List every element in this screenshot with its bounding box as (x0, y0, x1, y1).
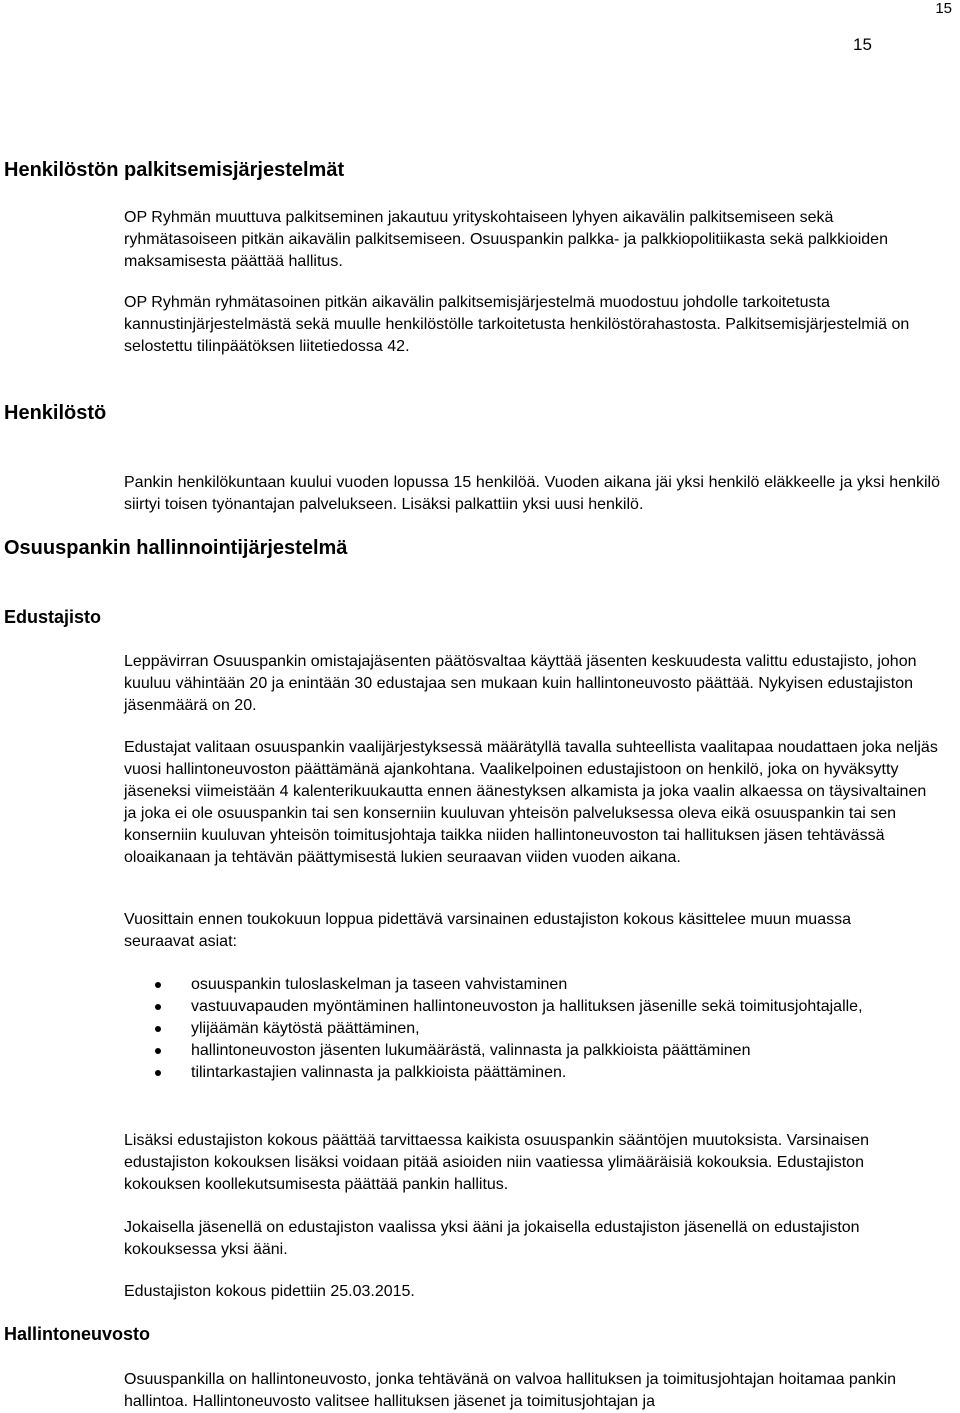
heading-supervisory-board: Hallintoneuvosto (4, 1324, 151, 1344)
list-item: ylijäämän käytöstä päättäminen, (124, 1018, 924, 1040)
delegates-paragraph-5: Jokaisella jäsenellä on edustajiston vaalissa yksi ääni ja jokaisella edustajiston jäsenellä on edustajiston kokouksessa yksi ääni. (124, 1219, 860, 1258)
delegates-paragraph-1: Leppävirran Osuuspankin omistajajäsenten päätösvaltaa käyttää jäsenten keskuudesta valittu edustajisto, johon kuuluu vähintään 20 ja enintään 30 edustajaa sen mukaan kuin hallintoneuvosto päättää. Nykyisen edustajiston jäsenmäärä on 20. (124, 653, 917, 714)
page-number: 15 (853, 35, 872, 54)
page-number-top: 15 (935, 0, 952, 17)
list-item: vastuuvapauden myöntäminen hallintoneuvoston ja hallituksen jäsenille sekä toimitusjohtajalle, (124, 996, 924, 1018)
delegates-meeting-date: Edustajiston kokous pidettiin 25.03.2015. (124, 1283, 415, 1300)
agenda-list (124, 974, 924, 1084)
list-item: tilintarkastajien valinnasta ja palkkioista päättäminen. (124, 1062, 924, 1084)
heading-reward-systems: Henkilöstön palkitsemisjärjestelmät (4, 159, 345, 181)
list-item: hallintoneuvoston jäsenten lukumäärästä, valinnasta ja palkkioista päättäminen (124, 1040, 924, 1062)
delegates-paragraph-4: Lisäksi edustajiston kokous päättää tarvittaessa kaikista osuuspankin sääntöjen muutoksista. Varsinaisen edustajiston kokouksen lisäksi voidaan pitää asioiden niin vaatiessa ylimääräisiä kokouksia. Edustajiston kokouksen koollekutsumisesta päättää pankin hallitus. (124, 1132, 870, 1193)
rewards-paragraph-1: OP Ryhmän muuttuva palkitseminen jakautuu yrityskohtaiseen lyhyen aikavälin palkitsemiseen sekä ryhmätasoiseen pitkän aikavälin palkitsemiseen. Osuuspankin palkka- ja palkkiopolitiikasta sekä palkkioiden maksamisesta päättää hallitus. (124, 209, 888, 270)
delegates-paragraph-3: Vuosittain ennen toukokuun loppua pidettävä varsinainen edustajiston kokous käsittelee muun muassa seuraavat asiat: (124, 911, 851, 950)
delegates-paragraph-2: Edustajat valitaan osuuspankin vaalijärjestyksessä määrätyllä tavalla suhteellista vaalitapaa noudattaen joka neljäs vuosi hallintoneuvoston päättämänä ajankohtana. Vaalikelpoinen edustajistoon on henkilö, joka on hyväksytty jäseneksi viimeistään 4 kalenterikuukautta ennen äänestyksen alkamista ja joka vaalin alkaessa on täysivaltainen ja joka ei ole osuuspankin tai sen konserniin kuuluvan yhteisön palveluksessa oleva eikä osuuspankin tai sen konserniin kuuluvan yhteisön toimitusjohtaja taikka niiden hallintoneuvoston tai hallituksen jäsen tehtävässä oloaikanaan ja tehtävän päättymisestä lukien seuraavan viiden vuoden aikana. (124, 739, 938, 866)
heading-delegates: Edustajisto (4, 607, 102, 627)
heading-governance-system: Osuuspankin hallinnointijärjestelmä (4, 537, 348, 559)
supervisory-paragraph: Osuuspankilla on hallintoneuvosto, jonka tehtävänä on valvoa hallituksen ja toimitusjohtajan hoitamaa pankin hallintoa. Hallintoneuvosto valitsee hallituksen jäsenet ja toimitusjohtajan ja (124, 1371, 897, 1410)
list-item: osuuspankin tuloslaskelman ja taseen vahvistaminen (124, 974, 924, 996)
staff-paragraph: Pankin henkilökuntaan kuului vuoden lopussa 15 henkilöä. Vuoden aikana jäi yksi henkilö eläkkeelle ja yksi henkilö siirtyi toisen työnantajan palvelukseen. Lisäksi palkattiin yksi uusi henkilö. (124, 474, 940, 513)
rewards-paragraph-2: OP Ryhmän ryhmätasoinen pitkän aikavälin palkitsemisjärjestelmä muodostuu johdolle tarkoitetusta kannustinjärjestelmästä sekä muulle henkilöstölle tarkoitetusta henkilöstörahastosta. Palkitsemisjärjestelmiä on selostettu tilinpäätöksen liitetiedossa 42. (124, 294, 910, 355)
heading-staff: Henkilöstö (4, 402, 107, 424)
